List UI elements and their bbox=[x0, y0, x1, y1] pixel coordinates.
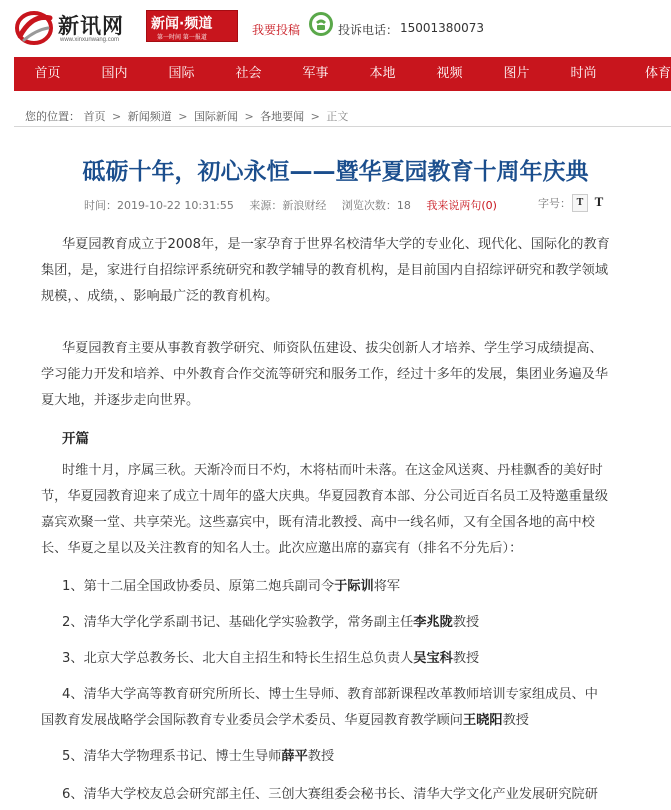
guest-name: 李兆陇 bbox=[413, 615, 453, 630]
article-paragraph bbox=[41, 232, 652, 310]
phone-icon bbox=[308, 11, 334, 37]
paragraph-line: 节，华夏园教育迎来了成立十周年的盛大庆典。华夏园教育本部、分公司近百名员工及特邀重量级 bbox=[41, 489, 609, 504]
site-domain: www.xinxunwang.com bbox=[60, 37, 120, 43]
breadcrumb-separator: > bbox=[310, 110, 320, 123]
guest-title: 6、清华大学校友总会研究部主任、三创大赛组委会秘书长、清华大学文化产业发展研究院研 bbox=[62, 787, 598, 802]
guest-suffix: 将军 bbox=[373, 579, 401, 594]
guest-suffix: 教授 bbox=[452, 651, 480, 666]
breadcrumb bbox=[25, 108, 348, 124]
nav-item-local[interactable]: 本地 bbox=[369, 66, 396, 81]
guest-title: 3、北京大学总教务长、北大自主招生和特长生招生总负责人 bbox=[62, 651, 414, 666]
guest-item bbox=[62, 782, 652, 808]
guest-item bbox=[41, 682, 652, 734]
guest-item bbox=[62, 744, 652, 770]
paragraph-line: 规模，、成绩，、影响最广泛的教育机构。 bbox=[41, 289, 279, 304]
main-nav bbox=[14, 57, 671, 91]
nav-item-fashion[interactable]: 时尚 bbox=[570, 66, 597, 81]
breadcrumb-divider bbox=[14, 126, 671, 127]
channel-title: 新闻·频道 bbox=[151, 16, 213, 32]
guest-title: 5、清华大学物理系书记、博士生导师 bbox=[62, 749, 282, 764]
font-size-label: 字号： bbox=[538, 197, 571, 210]
site-name: 新讯网 bbox=[58, 14, 124, 38]
paragraph-line: 华夏园教育成立于2008年，是一家孕育于世界名校清华大学的专业化、现代化、国际化的教育 bbox=[62, 237, 610, 252]
nav-item-home[interactable]: 首页 bbox=[34, 66, 61, 81]
breadcrumb-regional[interactable]: 各地要闻 bbox=[260, 110, 305, 123]
nav-item-international[interactable]: 国际 bbox=[168, 66, 195, 81]
site-header bbox=[0, 0, 671, 56]
nav-item-photos[interactable]: 图片 bbox=[503, 66, 530, 81]
paragraph-line: 嘉宾欢聚一堂、共享荣光。这些嘉宾中，既有清北教授、高中一线名师，又有全国各地的高中校 bbox=[41, 515, 595, 530]
nav-item-domestic[interactable]: 国内 bbox=[101, 66, 128, 81]
font-small-button[interactable]: T bbox=[572, 194, 588, 212]
guest-title: 2、清华大学化学系副书记、基础化学实验教学，常务副主任 bbox=[62, 615, 414, 630]
hotline-number: 15001380073 bbox=[400, 21, 484, 35]
paragraph-line: 夏大地，并逐步走向世界。 bbox=[41, 393, 200, 408]
guest-name: 于际训 bbox=[334, 579, 374, 594]
channel-badge[interactable] bbox=[146, 10, 238, 42]
paragraph-line: 长、华夏之星以及关注教育的知名人士。此次应邀出席的嘉宾有（排名不分先后）： bbox=[41, 541, 523, 556]
view-count: 浏览次数：18 bbox=[341, 199, 411, 212]
paragraph-line: 学习能力开发和培养、中外教育合作交流等研究和服务工作，经过十多年的发展，集团业务遍及华 bbox=[41, 367, 609, 382]
article-paragraph bbox=[41, 336, 652, 414]
nav-item-military[interactable]: 军事 bbox=[302, 66, 329, 81]
breadcrumb-news-channel[interactable]: 新闻频道 bbox=[127, 110, 172, 123]
guest-name: 王晓阳 bbox=[463, 713, 503, 728]
article-title: 砥砺十年，初心永恒——暨华夏园教育十周年庆典 bbox=[82, 159, 589, 185]
breadcrumb-current: 正文 bbox=[326, 110, 349, 123]
hotline-label: 投诉电话： bbox=[338, 23, 399, 37]
breadcrumb-separator: > bbox=[244, 110, 254, 123]
logo-swirl-icon bbox=[14, 8, 54, 46]
paragraph-line: 时维十月，序属三秋。天渐冷而日不灼，木将枯而叶未落。在这金风送爽、丹桂飘香的美好时 bbox=[62, 463, 603, 478]
breadcrumb-home[interactable]: 首页 bbox=[83, 110, 106, 123]
guest-title: 4、清华大学高等教育研究所所长、博士生导师、教育部新课程改革教师培训专家组成员、中 bbox=[62, 687, 598, 702]
guest-item bbox=[62, 646, 652, 672]
channel-subtitle: 第一时间 第一报道 bbox=[157, 34, 207, 41]
guest-name: 吴宝科 bbox=[413, 651, 453, 666]
article-source: 来源：新浪财经 bbox=[249, 199, 327, 212]
guest-suffix: 教授 bbox=[452, 615, 480, 630]
article-meta bbox=[84, 197, 497, 213]
site-logo[interactable] bbox=[14, 6, 138, 48]
section-heading: 开篇 bbox=[62, 431, 89, 447]
breadcrumb-label: 您的位置： bbox=[25, 110, 80, 123]
breadcrumb-separator: > bbox=[112, 110, 122, 123]
publish-time: 时间：2019-10-22 10:31:55 bbox=[84, 199, 234, 212]
guest-suffix: 教授 bbox=[307, 749, 335, 764]
guest-name: 薛平 bbox=[281, 749, 308, 764]
submit-article-link[interactable]: 我要投稿 bbox=[252, 23, 301, 37]
guest-item bbox=[62, 610, 652, 636]
guest-suffix: 教授 bbox=[502, 713, 529, 728]
guest-title: 国教育发展战略学会国际教育专业委员会学术委员、华夏园教育教学顾问 bbox=[41, 713, 463, 728]
nav-item-video[interactable]: 视频 bbox=[436, 66, 463, 81]
breadcrumb-separator: > bbox=[178, 110, 188, 123]
nav-item-society[interactable]: 社会 bbox=[235, 66, 262, 81]
breadcrumb-international[interactable]: 国际新闻 bbox=[193, 110, 238, 123]
comment-link[interactable]: 我来说两句(0) bbox=[426, 199, 497, 212]
article-paragraph bbox=[41, 458, 652, 562]
nav-item-sports[interactable]: 体育 bbox=[644, 66, 671, 81]
paragraph-line: 集团，是，家进行自招综评系统研究和教学辅导的教育机构，是目前国内自招综评研究和教学领域 bbox=[41, 263, 609, 278]
paragraph-line: 华夏园教育主要从事教育教学研究、师资队伍建设、拔尖创新人才培养、学生学习成绩提高、 bbox=[62, 341, 603, 356]
guest-title: 1、第十二届全国政协委员、原第二炮兵副司令 bbox=[62, 579, 335, 594]
font-large-button[interactable]: T bbox=[594, 194, 604, 209]
guest-item bbox=[62, 574, 652, 600]
